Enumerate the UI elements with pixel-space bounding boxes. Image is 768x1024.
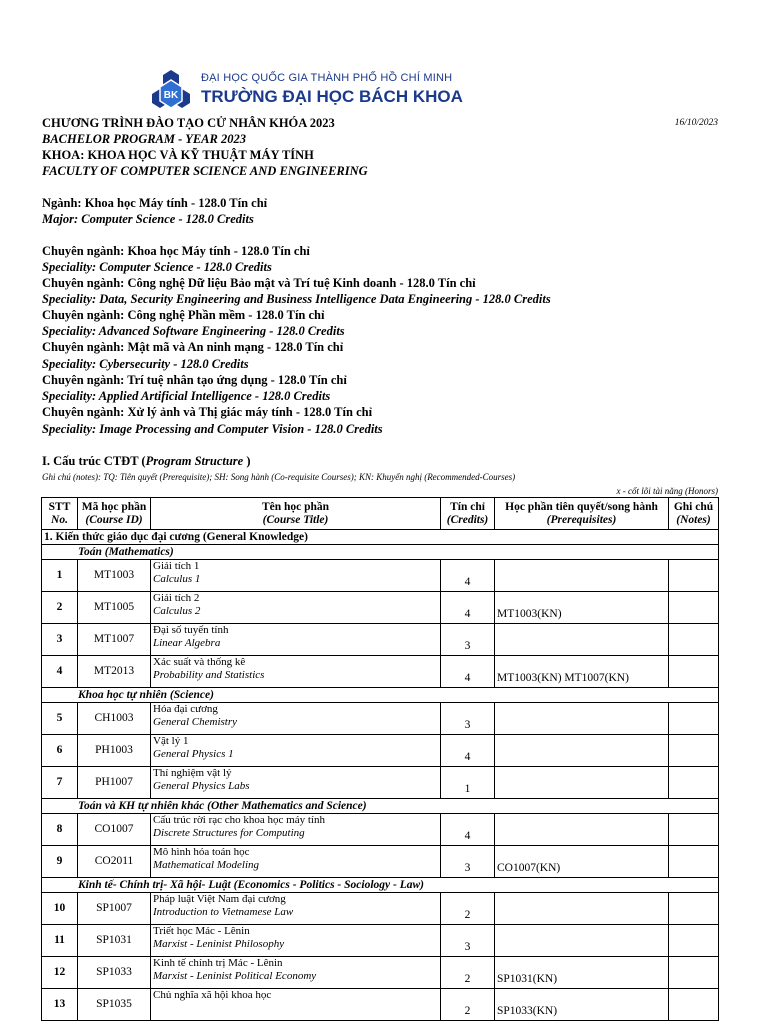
faculty-vn: KHOA: KHOA HỌC VÀ KỸ THUẬT MÁY TÍNH xyxy=(42,148,314,162)
course-id: CO1007 xyxy=(78,814,151,846)
faculty-en: FACULTY OF COMPUTER SCIENCE AND ENGINEERING xyxy=(42,164,368,178)
course-id: CO2011 xyxy=(78,846,151,878)
honors-note: x - cốt lõi tài năng (Honors) xyxy=(616,486,718,496)
group-row xyxy=(42,688,719,703)
program-title-vn: CHƯƠNG TRÌNH ĐÀO TẠO CỬ NHÂN KHÓA 2023 xyxy=(42,116,335,130)
course-notes xyxy=(669,846,719,878)
major-vn: Ngành: Khoa học Máy tính - 128.0 Tín chỉ xyxy=(42,196,268,210)
course-prerequisites: CO1007(KN) xyxy=(495,846,669,878)
course-prerequisites xyxy=(495,624,669,656)
course-title xyxy=(151,989,441,1021)
course-title-en: General Chemistry xyxy=(153,716,238,728)
course-prerequisites: MT1003(KN) xyxy=(495,592,669,624)
speciality-en: Speciality: Computer Science - 128.0 Credits xyxy=(42,260,272,274)
course-title-en: Calculus 1 xyxy=(153,573,201,585)
row-number: 2 xyxy=(42,592,78,624)
course-notes xyxy=(669,656,719,688)
table-row xyxy=(42,767,719,799)
course-credits: 3 xyxy=(441,624,495,656)
course-notes xyxy=(669,767,719,799)
course-id: SP1035 xyxy=(78,989,151,1021)
row-number: 13 xyxy=(42,989,78,1021)
speciality-en: Speciality: Data, Security Engineering and Business Intelligence Data Engineering - 128.0 Credits xyxy=(42,292,551,306)
course-title-vn: Xác suất và thống kê xyxy=(153,656,246,668)
course-id: SP1007 xyxy=(78,893,151,925)
course-title-vn: Triết học Mác - Lênin xyxy=(153,925,250,937)
course-table xyxy=(41,497,719,1021)
course-notes xyxy=(669,560,719,592)
course-prerequisites: MT1003(KN) MT1007(KN) xyxy=(495,656,669,688)
course-notes xyxy=(669,592,719,624)
course-id: PH1007 xyxy=(78,767,151,799)
course-credits: 2 xyxy=(441,989,495,1021)
university-logo xyxy=(149,70,463,110)
course-credits: 3 xyxy=(441,846,495,878)
course-notes xyxy=(669,957,719,989)
table-row xyxy=(42,893,719,925)
row-number: 10 xyxy=(42,893,78,925)
table-row xyxy=(42,656,719,688)
course-prerequisites xyxy=(495,767,669,799)
structure-title: I. Cấu trúc CTĐT (Program Structure ) xyxy=(42,454,251,468)
course-title xyxy=(151,893,441,925)
university-name: ĐẠI HỌC QUỐC GIA THÀNH PHỐ HỒ CHÍ MINH xyxy=(201,72,453,84)
course-credits: 3 xyxy=(441,925,495,957)
course-prerequisites xyxy=(495,893,669,925)
course-credits: 2 xyxy=(441,893,495,925)
row-number: 3 xyxy=(42,624,78,656)
table-row xyxy=(42,624,719,656)
group-title: Toán và KH tự nhiên khác (Other Mathematics and Science) xyxy=(42,799,719,814)
course-title xyxy=(151,560,441,592)
course-title-en: Introduction to Vietnamese Law xyxy=(153,906,294,918)
course-credits: 4 xyxy=(441,560,495,592)
course-title-en: General Physics Labs xyxy=(153,780,250,792)
course-notes xyxy=(669,735,719,767)
col-notes: Ghi chú (Notes) xyxy=(669,498,719,530)
group-row xyxy=(42,878,719,893)
course-title-vn: Mô hình hóa toán học xyxy=(153,846,250,858)
course-prerequisites xyxy=(495,703,669,735)
course-title xyxy=(151,592,441,624)
major-en: Major: Computer Science - 128.0 Credits xyxy=(42,212,254,226)
row-number: 9 xyxy=(42,846,78,878)
course-title xyxy=(151,703,441,735)
course-title-vn: Giải tích 1 xyxy=(153,560,200,572)
row-number: 4 xyxy=(42,656,78,688)
course-title-vn: Hóa đại cương xyxy=(153,703,218,715)
row-number: 5 xyxy=(42,703,78,735)
course-title-en: Mathematical Modeling xyxy=(153,859,260,871)
row-number: 6 xyxy=(42,735,78,767)
course-title xyxy=(151,735,441,767)
course-credits: 4 xyxy=(441,814,495,846)
course-prerequisites xyxy=(495,735,669,767)
course-title-vn: Cấu trúc rời rạc cho khoa học máy tính xyxy=(153,814,325,826)
group-title: Khoa học tự nhiên (Science) xyxy=(42,688,719,703)
course-id: SP1031 xyxy=(78,925,151,957)
course-title xyxy=(151,767,441,799)
row-number: 12 xyxy=(42,957,78,989)
course-title xyxy=(151,814,441,846)
row-number: 1 xyxy=(42,560,78,592)
table-header-row xyxy=(42,498,719,530)
table-row xyxy=(42,846,719,878)
course-id: CH1003 xyxy=(78,703,151,735)
course-id: MT1007 xyxy=(78,624,151,656)
table-row xyxy=(42,592,719,624)
table-row xyxy=(42,989,719,1021)
course-notes xyxy=(669,925,719,957)
course-title-vn: Giải tích 2 xyxy=(153,592,200,604)
col-credits: Tín chỉ (Credits) xyxy=(441,498,495,530)
course-credits: 3 xyxy=(441,703,495,735)
course-title xyxy=(151,624,441,656)
speciality-en: Speciality: Cybersecurity - 128.0 Credits xyxy=(42,357,249,371)
course-credits: 2 xyxy=(441,957,495,989)
university-names xyxy=(201,72,463,107)
section-row xyxy=(42,530,719,545)
course-notes xyxy=(669,893,719,925)
table-row xyxy=(42,957,719,989)
course-id: MT1005 xyxy=(78,592,151,624)
table-row xyxy=(42,735,719,767)
course-notes xyxy=(669,814,719,846)
col-course-id: Mã học phần (Course ID) xyxy=(78,498,151,530)
course-title-vn: Chủ nghĩa xã hội khoa học xyxy=(153,989,272,1001)
speciality-vn: Chuyên ngành: Xử lý ảnh và Thị giác máy tính - 128.0 Tín chỉ xyxy=(42,405,373,419)
course-id: MT2013 xyxy=(78,656,151,688)
group-row xyxy=(42,545,719,560)
table-row xyxy=(42,560,719,592)
course-title-en: General Physics 1 xyxy=(153,748,234,760)
course-id: PH1003 xyxy=(78,735,151,767)
speciality-vn: Chuyên ngành: Mật mã và An ninh mạng - 128.0 Tín chỉ xyxy=(42,340,344,354)
col-course-title: Tên học phần (Course Title) xyxy=(151,498,441,530)
speciality-vn: Chuyên ngành: Trí tuệ nhân tạo ứng dụng - 128.0 Tín chỉ xyxy=(42,373,347,387)
speciality-vn: Chuyên ngành: Công nghệ Phần mềm - 128.0 Tín chỉ xyxy=(42,308,325,322)
col-stt: STT No. xyxy=(42,498,78,530)
row-number: 8 xyxy=(42,814,78,846)
group-title: Toán (Mathematics) xyxy=(42,545,719,560)
course-title xyxy=(151,925,441,957)
document-date: 16/10/2023 xyxy=(674,118,718,128)
course-title-vn: Kinh tế chính trị Mác - Lênin xyxy=(153,957,283,969)
course-title-vn: Pháp luật Việt Nam đại cương xyxy=(153,893,286,905)
speciality-vn: Chuyên ngành: Khoa học Máy tính - 128.0 Tín chỉ xyxy=(42,244,310,258)
course-title-en: Linear Algebra xyxy=(153,637,221,649)
course-prerequisites xyxy=(495,925,669,957)
program-title-en: BACHELOR PROGRAM - YEAR 2023 xyxy=(42,132,246,146)
course-credits: 1 xyxy=(441,767,495,799)
section-title: 1. Kiến thức giáo dục đại cương (General Knowledge) xyxy=(42,530,719,545)
course-title xyxy=(151,846,441,878)
course-credits: 4 xyxy=(441,592,495,624)
course-credits: 4 xyxy=(441,656,495,688)
course-notes xyxy=(669,989,719,1021)
school-name: TRƯỜNG ĐẠI HỌC BÁCH KHOA xyxy=(201,87,463,106)
legend-notes: Ghi chú (notes): TQ: Tiên quyết (Prerequisite); SH: Song hành (Co-requisite Courses); KN: Khuyến nghị (Recommended-Courses) xyxy=(42,472,516,482)
course-id: SP1033 xyxy=(78,957,151,989)
course-title-en: Calculus 2 xyxy=(153,605,201,617)
row-number: 7 xyxy=(42,767,78,799)
group-title: Kinh tế- Chính trị- Xã hội- Luật (Economics - Politics - Sociology - Law) xyxy=(42,878,719,893)
course-id: MT1003 xyxy=(78,560,151,592)
bk-badge-icon xyxy=(149,70,193,110)
course-title-vn: Vật lý 1 xyxy=(153,735,189,747)
course-notes xyxy=(669,703,719,735)
course-credits: 4 xyxy=(441,735,495,767)
speciality-vn: Chuyên ngành: Công nghệ Dữ liệu Bảo mật và Trí tuệ Kinh doanh - 128.0 Tín chỉ xyxy=(42,276,476,290)
course-title xyxy=(151,656,441,688)
course-title-vn: Thí nghiệm vật lý xyxy=(153,767,232,779)
course-prerequisites xyxy=(495,814,669,846)
course-prerequisites: SP1031(KN) xyxy=(495,957,669,989)
course-title-en: Marxist - Leninist Philosophy xyxy=(153,938,285,950)
course-title-en: Marxist - Leninist Political Economy xyxy=(153,970,317,982)
course-prerequisites: SP1033(KN) xyxy=(495,989,669,1021)
course-title-vn: Đại số tuyến tính xyxy=(153,624,229,636)
course-title-en: Probability and Statistics xyxy=(153,669,265,681)
table-row xyxy=(42,814,719,846)
badge-text: BK xyxy=(163,90,179,101)
table-row xyxy=(42,925,719,957)
course-title-en: Discrete Structures for Computing xyxy=(153,827,305,839)
table-row xyxy=(42,703,719,735)
speciality-en: Speciality: Applied Artificial Intelligence - 128.0 Credits xyxy=(42,389,331,403)
speciality-en: Speciality: Image Processing and Computer Vision - 128.0 Credits xyxy=(42,422,383,436)
course-notes xyxy=(669,624,719,656)
row-number: 11 xyxy=(42,925,78,957)
course-prerequisites xyxy=(495,560,669,592)
col-prerequisites: Học phần tiên quyết/song hành (Prerequisites) xyxy=(495,498,669,530)
speciality-en: Speciality: Advanced Software Engineering - 128.0 Credits xyxy=(42,324,345,338)
group-row xyxy=(42,799,719,814)
course-title xyxy=(151,957,441,989)
